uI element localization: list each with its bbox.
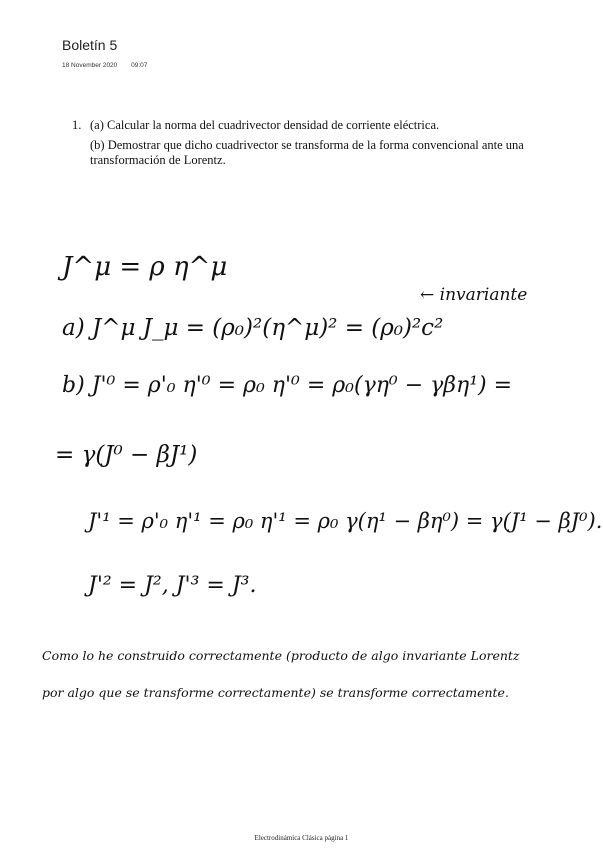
problem-part-a: (a) Calcular la norma del cuadrivector densidad de corriente eléctrica. xyxy=(90,118,440,132)
hand-note-invariant: ← invariante xyxy=(420,285,528,305)
hand-line-part-a: a) J^μ J_μ = (ρ₀)²(η^μ)² = (ρ₀)²c² xyxy=(62,315,444,341)
problem-part-b: (b) Demostrar que dicho cuadrivector se transforma de la forma convencional ante una transformación de Lorentz. xyxy=(90,138,524,167)
hand-line-definition: J^μ = ρ η^μ xyxy=(62,252,228,282)
hand-line-part-b-j0-result: = γ(J⁰ − βJ¹) xyxy=(55,442,198,468)
problem-number: 1. xyxy=(72,118,82,132)
hand-conclusion-line-1: Como lo he construido correctamente (producto de algo invariante Lorentz xyxy=(42,648,520,663)
page-footer: Electrodinámica Clásica página 1 xyxy=(254,834,349,842)
hand-line-part-b-j1: J'¹ = ρ'₀ η'¹ = ρ₀ η'¹ = ρ₀ γ(η¹ − βη⁰) = γ(J¹ − βJ⁰). xyxy=(88,509,603,533)
hand-conclusion-line-2: por algo que se transforme correctamente) se transforme correctamente. xyxy=(42,685,509,700)
hand-line-part-b-j0: b) J'⁰ = ρ'₀ η'⁰ = ρ₀ η'⁰ = ρ₀(γη⁰ − γβη¹) = xyxy=(62,373,513,398)
page-time: 09:07 xyxy=(131,62,148,69)
page-date: 18 November 2020 xyxy=(62,62,118,69)
hand-line-part-b-j2-j3: J'² = J², J'³ = J³. xyxy=(88,573,257,598)
page-title: Boletín 5 xyxy=(62,37,118,53)
